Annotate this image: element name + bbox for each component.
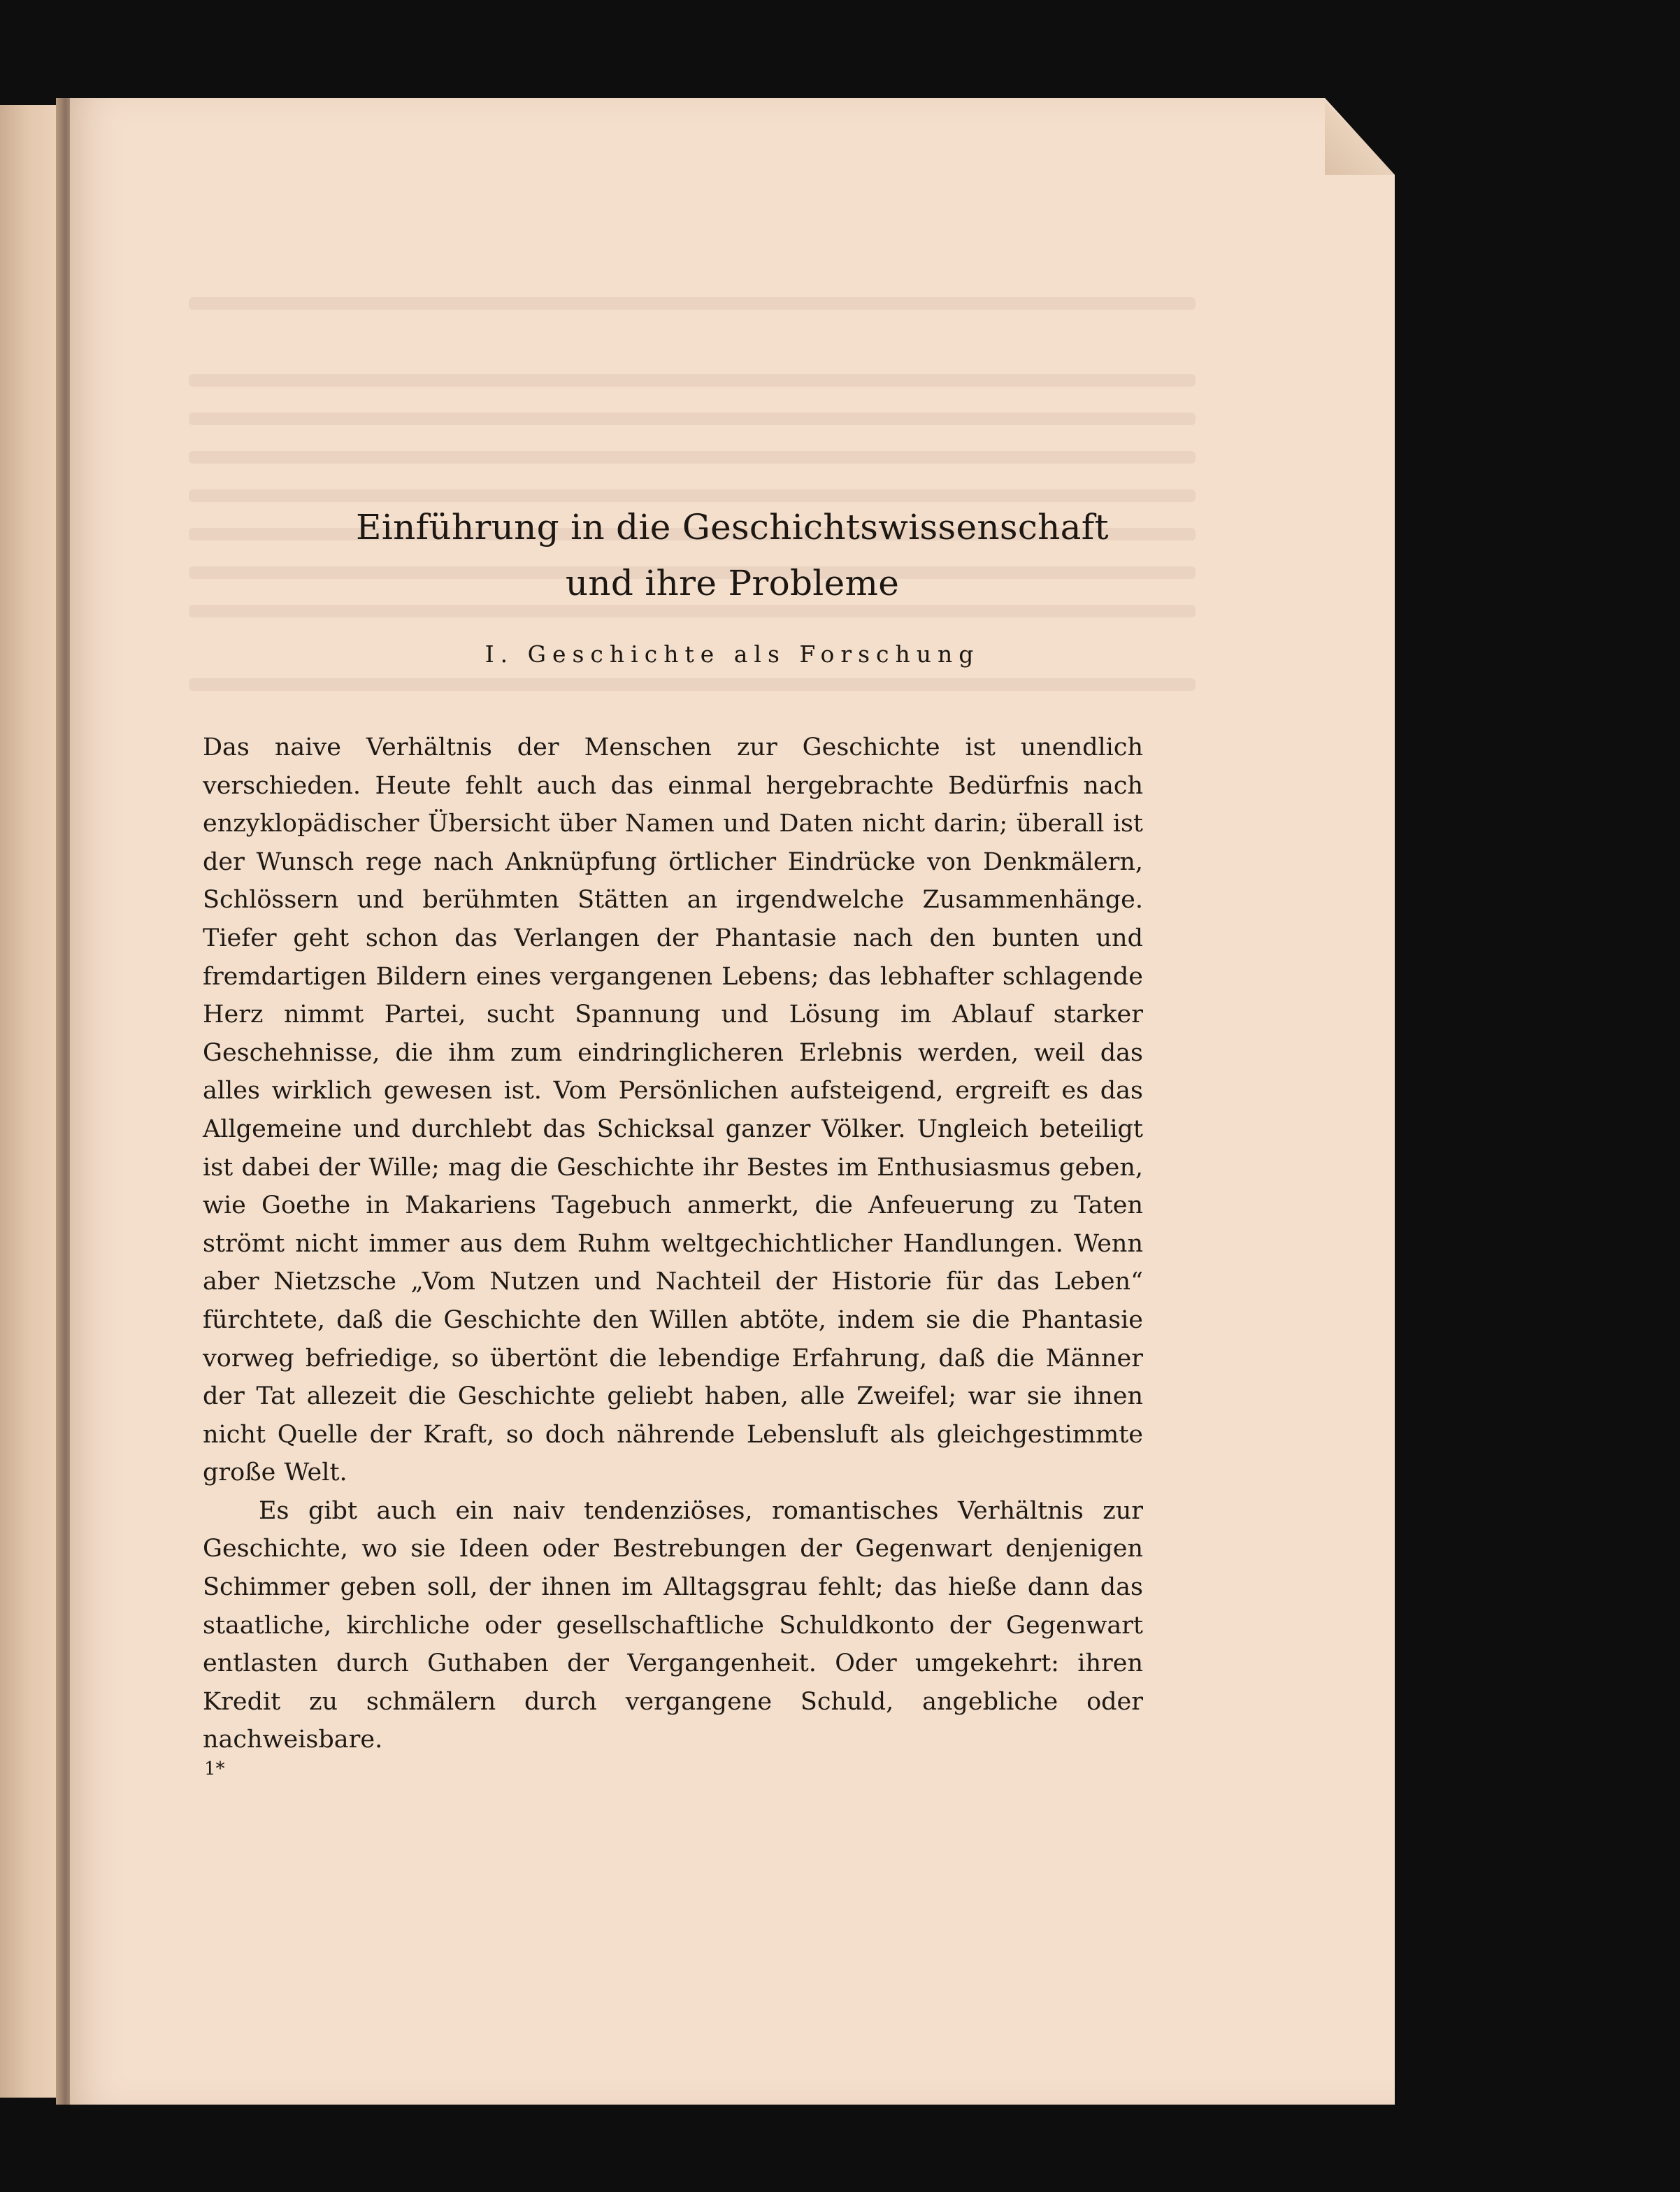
chapter-title-line-2: und ihre Probleme [565, 563, 900, 603]
show-through-line [189, 413, 1196, 425]
show-through-line [189, 489, 1196, 502]
show-through-line [189, 374, 1196, 387]
show-through-line [189, 605, 1196, 617]
chapter-title-line-1: Einführung in die Geschichtswissenschaft [356, 507, 1109, 547]
page-corner-shadow [1325, 98, 1395, 175]
show-through-line [189, 678, 1196, 691]
paragraph: Es gibt auch ein naiv tendenziöses, romantisches Verhältnis zur Geschichte, wo sie Ideen oder Bestrebungen der Gegenwart denjenigen Schimmer geben soll, der ihnen im Alltagsgrau fehlt; das hieße dann das staatliche, kirchliche oder gesellschaftliche Schuldkonto der Gegenwart entlasten durch Guthaben der Vergangenheit. Oder umgekehrt: ihren Kredit zu schmälern durch vergangene Schuld, angebliche oder nachweisbare. [203, 1496, 1143, 1754]
body-text [203, 729, 1143, 1759]
show-through-line [189, 297, 1196, 310]
show-through-line [189, 451, 1196, 464]
printer-signature-mark: 1* [204, 1758, 225, 1779]
paragraph: Das naive Verhältnis der Menschen zur Geschichte ist unendlich verschieden. Heute fehlt auch das einmal hergebrachte Bedürfnis nach enzyklopädischer Übersicht über Namen und Daten nicht darin; überall ist der Wunsch rege nach Anknüpfung örtlicher Eindrücke von Denkmälern, Schlössern und berühmten Stätten an irgendwelche Zusammenhänge. Tiefer geht schon das Verlangen der Phantasie nach den bunten und fremdartigen Bildern eines vergangenen Lebens; das lebhafter schlagende Herz nimmt Partei, sucht Spannung und Lösung im Ablauf starker Geschehnisse, die ihm zum eindringlicheren Erlebnis werden, weil das alles wirklich gewesen ist. Vom Persönlichen aufsteigend, ergreift es das Allgemeine und durchlebt das Schicksal ganzer Völker. Ungleich beteiligt ist dabei der Wille; mag die Geschichte ihr Bestes im Enthusiasmus geben, wie Goethe in Makariens Tagebuch anmerkt, die Anfeuerung zu Taten strömt nicht immer aus dem Ruhm weltgechichtlicher Handlungen. Wenn aber Nietzsche „Vom Nutzen und Nachteil der Historie für das Leben“ fürchtete, daß die Geschichte den Willen abtöte, indem sie die Phantasie vorweg befriedige, so übertönt die lebendige Erfahrung, daß die Männer der Tat allezeit die Geschichte geliebt haben, alle Zweifel; war sie ihnen nicht Quelle der Kraft, so doch nährende Lebensluft als gleichgestimmte große Welt. [203, 733, 1143, 1487]
section-heading: I. Geschichte als Forschung [484, 640, 980, 668]
book-page [70, 98, 1395, 2105]
